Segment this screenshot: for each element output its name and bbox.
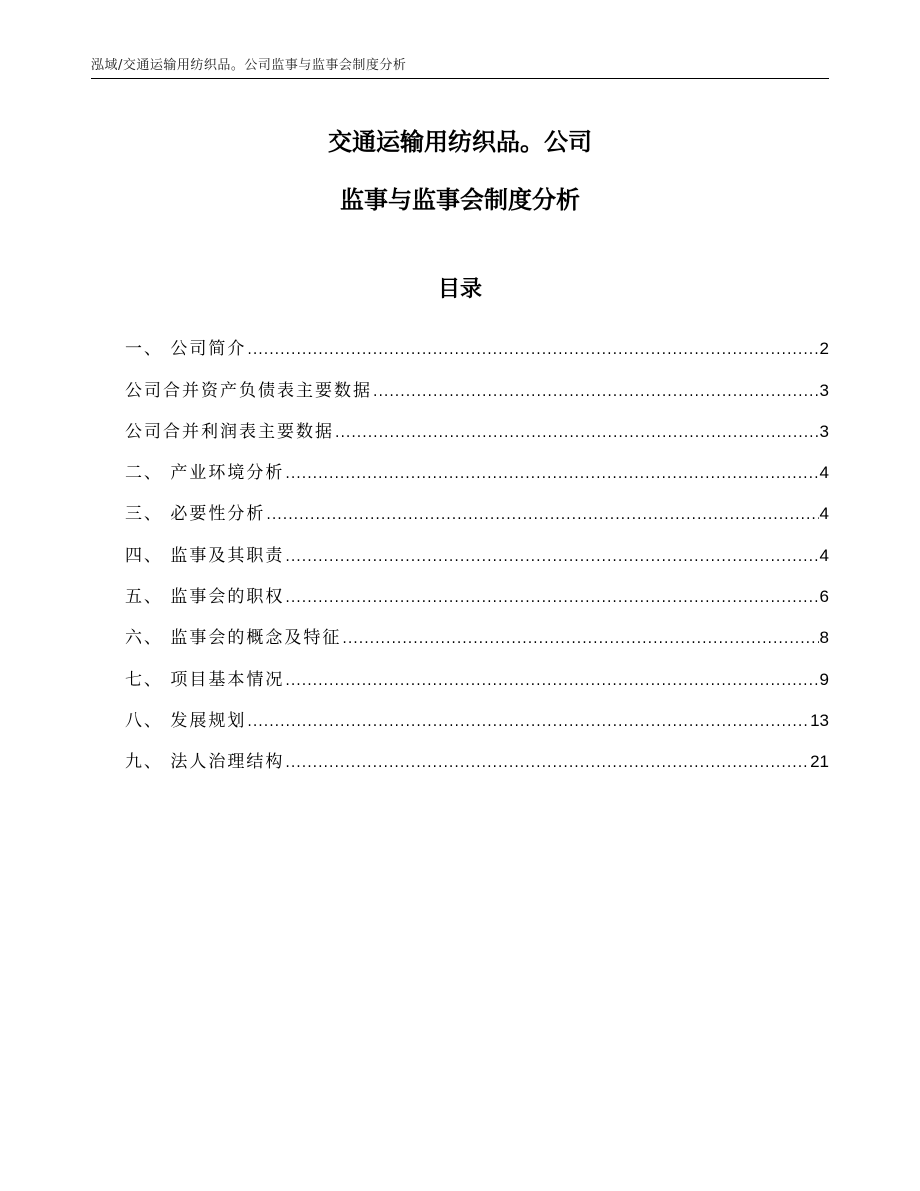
toc-entry-page: 9: [819, 669, 829, 689]
toc-entry-page: 3: [819, 380, 829, 400]
toc-entry[interactable]: [125, 694, 829, 735]
toc-leader-dots: [247, 337, 818, 363]
toc-entry[interactable]: [125, 611, 829, 652]
toc-entry-page: 8: [819, 628, 829, 648]
toc-leader-dots: [285, 544, 818, 570]
running-header: 泓域/交通运输用纺织品。公司监事与监事会制度分析: [91, 58, 407, 73]
toc-leader-dots: [373, 379, 819, 405]
toc-leader-dots: [335, 420, 819, 446]
toc-entry[interactable]: [125, 735, 829, 776]
toc-entry[interactable]: [125, 405, 829, 446]
toc-entry-page: 13: [810, 710, 829, 730]
toc-entry-page: 4: [819, 545, 829, 565]
table-of-contents: [125, 322, 829, 776]
toc-leader-dots: [285, 585, 818, 611]
toc-heading: 目录: [437, 277, 482, 302]
toc-entry-label: 三、 必要性分析: [125, 504, 266, 525]
toc-entry-page: 2: [819, 339, 829, 359]
toc-entry-page: 3: [819, 421, 829, 441]
toc-entry[interactable]: [125, 487, 829, 528]
toc-entry[interactable]: [125, 446, 829, 487]
toc-entry[interactable]: [125, 528, 829, 569]
toc-entry-label: 二、 产业环境分析: [125, 463, 285, 484]
toc-leader-dots: [285, 461, 818, 487]
toc-leader-dots: [285, 750, 809, 776]
toc-entry-label: 九、 法人治理结构: [125, 752, 285, 773]
toc-entry-page: 4: [819, 463, 829, 483]
toc-leader-dots: [342, 626, 818, 652]
toc-entry-label: 七、 项目基本情况: [125, 669, 285, 690]
toc-entry-page: 4: [819, 504, 829, 524]
header-divider: [91, 78, 829, 79]
toc-entry[interactable]: [125, 570, 829, 611]
toc-entry[interactable]: [125, 363, 829, 404]
toc-entry-page: 6: [819, 587, 829, 607]
toc-entry-label: 八、 发展规划: [125, 710, 247, 731]
toc-entry[interactable]: [125, 652, 829, 693]
toc-entry-label: 一、 公司简介: [125, 339, 247, 360]
toc-entry-page: 21: [810, 752, 829, 772]
toc-entry[interactable]: [125, 322, 829, 363]
toc-entry-label: 六、 监事会的概念及特征: [125, 628, 342, 649]
toc-entry-label: 四、 监事及其职责: [125, 545, 285, 566]
toc-leader-dots: [285, 668, 818, 694]
toc-leader-dots: [247, 709, 809, 735]
toc-entry-label: 五、 监事会的职权: [125, 587, 285, 608]
toc-leader-dots: [266, 502, 818, 528]
toc-entry-label: 公司合并利润表主要数据: [125, 421, 334, 442]
toc-entry-label: 公司合并资产负债表主要数据: [125, 380, 372, 401]
document-title-line-2: 监事与监事会制度分析: [340, 186, 580, 214]
document-title-line-1: 交通运输用纺织品。公司: [328, 128, 592, 156]
